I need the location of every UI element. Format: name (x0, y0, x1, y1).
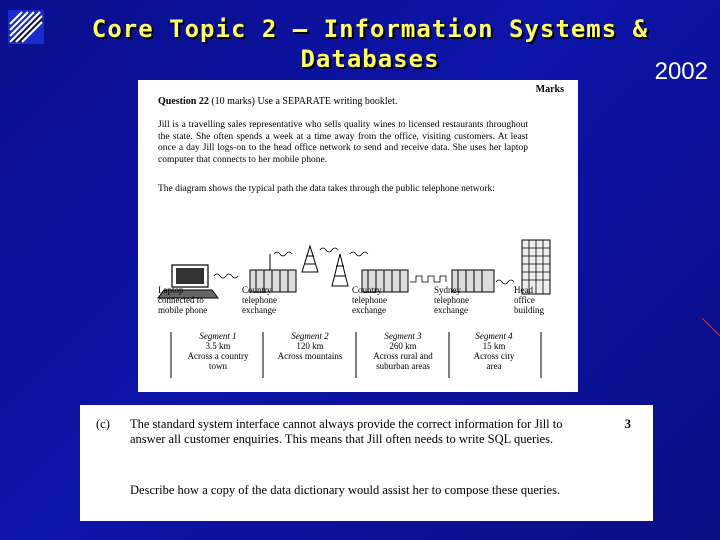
part-c-label: (c) (96, 417, 110, 431)
title-line-1: Core Topic 2 – Information Systems & (91, 15, 649, 43)
label-laptop (158, 285, 207, 315)
part-c-image-panel (80, 405, 653, 521)
marks-header: Marks (535, 84, 564, 95)
segment-2 (264, 331, 356, 361)
segment-2-distance: 120 km (296, 341, 324, 351)
radio-tower-1-icon (302, 246, 318, 272)
segment-4-name: Segment 4 (475, 331, 513, 341)
label-country-exchange-2-text: Country telephone exchange (352, 285, 387, 315)
segment-2-description: Across mountains (277, 351, 343, 361)
segment-1-distance: 3.5 km (205, 341, 231, 351)
label-sydney-exchange (434, 285, 469, 315)
question-image-panel (138, 80, 578, 392)
radio-tower-2-icon (332, 254, 348, 286)
part-c-paragraph-2: Describe how a copy of the data dictionary would assist her to compose these queries. (130, 483, 561, 497)
segment-4-description: Across city area (473, 351, 515, 371)
label-sydney-exchange-text: Sydney telephone exchange (434, 285, 469, 315)
label-head-office-text: Head office building (514, 285, 545, 315)
segment-3-distance: 260 km (389, 341, 417, 351)
slide-logo-icon (8, 10, 44, 44)
segment-1-description: Across a country town (187, 351, 249, 371)
segment-4 (448, 331, 540, 371)
question-paragraph-1: Jill is a travelling sales representative who sells quality wines to licensed restaurants throughout the state. She often spends a week at a time away from the office, visiting customers. At least once a day Jill logs-on to the head office network to send and receive data. She uses her laptop computer that connects to her mobile phone. (158, 120, 528, 165)
part-c-marks: 3 (624, 417, 631, 431)
title-line-2: Databases (300, 45, 440, 73)
label-laptop-text: Laptop connected to mobile phone (158, 285, 208, 315)
segment-1 (172, 331, 264, 371)
label-country-exchange-2 (352, 285, 387, 315)
question-paragraph-2: The diagram shows the typical path the data takes through the public telephone network: (158, 184, 495, 194)
question-heading (158, 96, 397, 107)
label-country-exchange-1-text: Country telephone exchange (242, 285, 277, 315)
exam-year: 2002 (654, 58, 708, 85)
segment-3-name: Segment 3 (384, 331, 422, 341)
label-head-office (514, 285, 544, 315)
label-country-exchange-1 (242, 285, 277, 315)
segment-1-name: Segment 1 (199, 331, 237, 341)
question-instruction: (10 marks) Use a SEPARATE writing booklet. (208, 96, 398, 107)
segment-2-name: Segment 2 (291, 331, 329, 341)
segment-3 (357, 331, 449, 371)
question-number: Question 22 (158, 96, 209, 107)
part-c-paragraph-1: The standard system interface cannot always provide the correct information for Jill to answer all customer enquiries. This means that Jill often needs to write SQL queries. (130, 417, 563, 446)
segment-3-description: Across rural and suburban areas (373, 351, 433, 371)
slide-title (50, 14, 690, 74)
segment-4-distance: 15 km (482, 341, 506, 351)
decorative-line-icon (700, 318, 720, 338)
